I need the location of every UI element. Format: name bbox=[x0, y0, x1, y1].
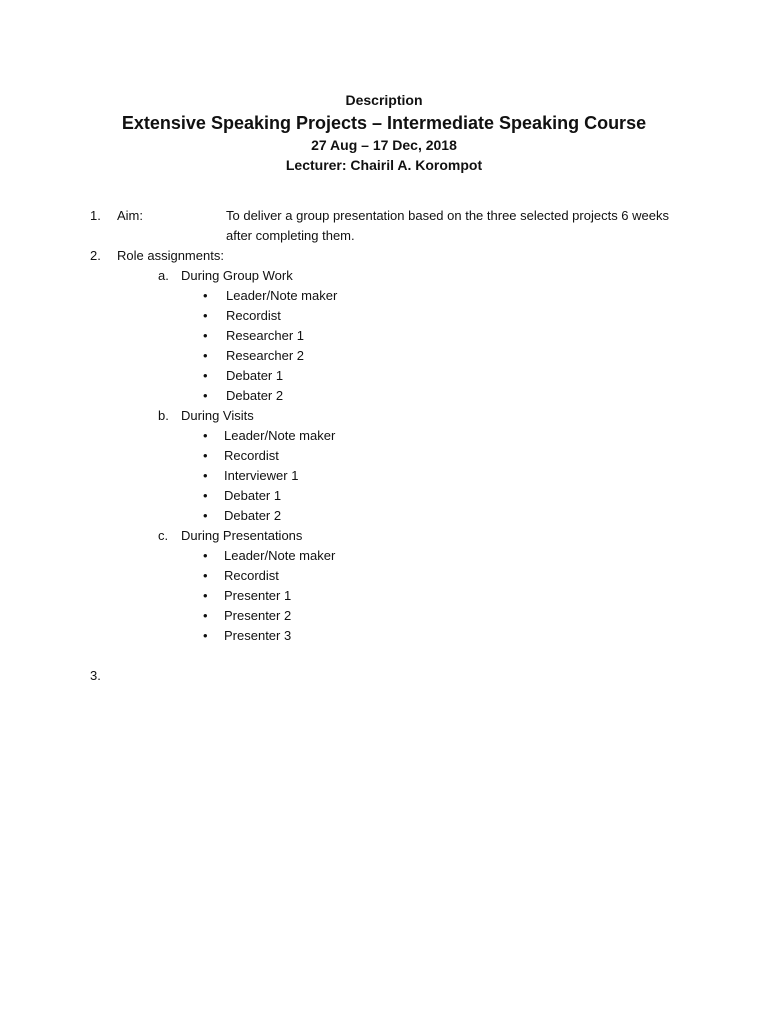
list-item: Presenter 2 bbox=[224, 608, 292, 623]
presentations-label: During Presentations bbox=[181, 528, 303, 543]
course-dates: 27 Aug – 17 Dec, 2018 bbox=[311, 137, 457, 153]
list-item: Recordist bbox=[224, 448, 279, 463]
bullet-icon: • bbox=[203, 448, 208, 463]
document-label: Description bbox=[345, 92, 423, 108]
bullet-icon: • bbox=[203, 308, 208, 323]
list-item: Interviewer 1 bbox=[224, 468, 299, 483]
list-number: 2. bbox=[90, 248, 101, 263]
list-item: Debater 1 bbox=[226, 368, 284, 383]
sublist-letter: b. bbox=[158, 408, 169, 423]
list-number: 1. bbox=[90, 208, 101, 223]
list-item: Leader/Note maker bbox=[224, 428, 336, 443]
group-work-label: During Group Work bbox=[181, 268, 293, 283]
bullet-icon: • bbox=[203, 548, 208, 563]
list-item: Debater 2 bbox=[224, 508, 282, 523]
document-title: Extensive Speaking Projects – Intermediate Speaking Course bbox=[121, 113, 647, 133]
list-item: Researcher 1 bbox=[226, 328, 305, 343]
bullet-icon: • bbox=[203, 368, 208, 383]
list-item: Recordist bbox=[226, 308, 281, 323]
bullet-icon: • bbox=[203, 588, 208, 603]
list-item: Researcher 2 bbox=[226, 348, 305, 363]
visits-label: During Visits bbox=[181, 408, 254, 423]
bullet-icon: • bbox=[203, 608, 208, 623]
list-item: Presenter 3 bbox=[224, 628, 292, 643]
role-assignments-label: Role assignments: bbox=[117, 248, 224, 263]
bullet-icon: • bbox=[203, 428, 208, 443]
bullet-icon: • bbox=[203, 288, 208, 303]
bullet-icon: • bbox=[203, 348, 208, 363]
aim-text-line-2: after completing them. bbox=[226, 228, 355, 243]
list-item: Leader/Note maker bbox=[224, 548, 336, 563]
aim-text-line-1: To deliver a group presentation based on the three selected projects 6 weeks bbox=[226, 208, 669, 223]
bullet-icon: • bbox=[203, 508, 208, 523]
aim-label: Aim: bbox=[117, 208, 143, 223]
list-number: 3. bbox=[90, 668, 101, 683]
bullet-icon: • bbox=[203, 568, 208, 583]
bullet-icon: • bbox=[203, 488, 208, 503]
sublist-letter: a. bbox=[158, 268, 169, 283]
sublist-letter: c. bbox=[158, 528, 169, 543]
lecturer-line: Lecturer: Chairil A. Korompot bbox=[285, 157, 483, 173]
bullet-icon: • bbox=[203, 468, 208, 483]
bullet-icon: • bbox=[203, 328, 208, 343]
list-item: Recordist bbox=[224, 568, 279, 583]
list-item: Presenter 1 bbox=[224, 588, 292, 603]
list-item: Debater 2 bbox=[226, 388, 284, 403]
bullet-icon: • bbox=[203, 388, 208, 403]
list-item: Leader/Note maker bbox=[226, 288, 338, 303]
list-item: Debater 1 bbox=[224, 488, 282, 503]
bullet-icon: • bbox=[203, 628, 208, 643]
